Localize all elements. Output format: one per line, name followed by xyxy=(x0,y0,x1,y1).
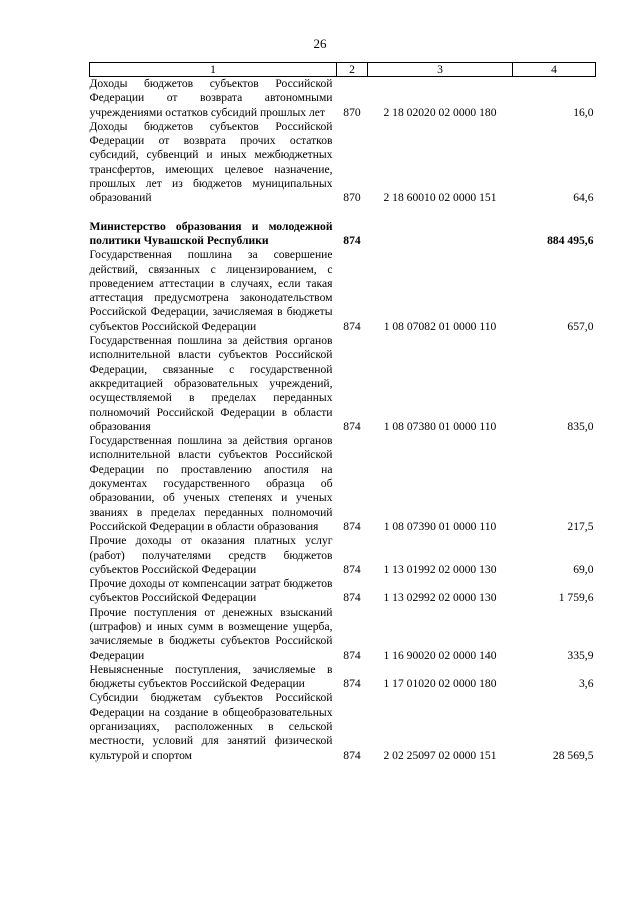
table-row xyxy=(90,663,596,692)
row-description: Государственная пошлина за действия органов исполнительной власти субъектов Российской Федерации по проставлению апостиля на документах государственного образца об образовании, об ученых степенях и ученых званиях в пределах переданных полномочий Российской Федерации в области образования xyxy=(89,434,333,533)
table-row xyxy=(90,334,596,434)
table-row xyxy=(90,77,596,120)
table-row xyxy=(90,691,596,762)
row-amount: 28 569,5 xyxy=(552,748,594,762)
row-amount: 64,6 xyxy=(573,191,594,205)
row-description: Прочие доходы от оказания платных услуг (работ) получателями средств бюджетов субъектов Российской Федерации xyxy=(89,534,333,576)
row-admin-code: 874 xyxy=(343,677,361,691)
row-admin-code: 870 xyxy=(343,191,361,205)
spacer-row xyxy=(90,206,596,220)
row-description: Прочие поступления от денежных взысканий (штрафов) и иных сумм в возмещение ущерба, зачисляемые в бюджеты субъектов Российской Федерации xyxy=(89,605,333,662)
row-amount: 217,5 xyxy=(567,519,594,533)
row-description: Субсидии бюджетам субъектов Российской Федерации на создание в общеобразовательных организациях, расположенных в сельской местности, условий для занятий физической культурой и спортом xyxy=(89,691,333,762)
row-budget-code: 1 08 07082 01 0000 110 xyxy=(383,319,497,333)
row-budget-code: 1 13 01992 02 0000 130 xyxy=(383,562,497,576)
table-row-section xyxy=(90,220,596,249)
row-admin-code: 874 xyxy=(343,419,361,433)
row-budget-code: 1 17 01020 02 0000 180 xyxy=(383,677,497,691)
row-description: Государственная пошлина за действия органов исполнительной власти субъектов Российской Федерации, связанные с государственной аккредитацией образовательных учреждений, осуществляемой в пределах переданных полномочий Российской Федерации в области образования xyxy=(89,334,333,433)
row-amount: 3,6 xyxy=(579,677,594,691)
revenue-table xyxy=(89,62,596,763)
row-budget-code: 2 18 60010 02 0000 151 xyxy=(383,191,497,205)
row-budget-code xyxy=(368,220,513,249)
row-amount: 1 759,6 xyxy=(558,591,594,605)
row-amount: 835,0 xyxy=(567,419,594,433)
table-row xyxy=(90,248,596,334)
row-budget-code: 1 16 90020 02 0000 140 xyxy=(383,648,497,662)
row-amount: 657,0 xyxy=(567,319,594,333)
row-description: Доходы бюджетов субъектов Российской Федерации от возврата прочих остатков субсидий, субвенций и иных межбюджетных трансфертов, имеющих целевое назначение, прошлых лет из бюджетов муниципальных образований xyxy=(89,119,333,205)
header-col-3: 3 xyxy=(368,63,513,77)
row-budget-code: 2 18 02020 02 0000 180 xyxy=(383,105,497,119)
row-budget-code: 2 02 25097 02 0000 151 xyxy=(383,748,497,762)
row-admin-code: 874 xyxy=(343,648,361,662)
header-col-2: 2 xyxy=(337,63,368,77)
row-description: Доходы бюджетов субъектов Российской Федерации от возврата автономными учреждениями остатков субсидий прошлых лет xyxy=(89,77,333,119)
header-col-4: 4 xyxy=(513,63,596,77)
row-budget-code: 1 08 07380 01 0000 110 xyxy=(383,419,497,433)
table-header-row xyxy=(90,63,596,77)
row-admin-code: 874 xyxy=(343,519,361,533)
row-admin-code: 874 xyxy=(343,319,361,333)
row-budget-code: 1 08 07390 01 0000 110 xyxy=(383,519,497,533)
row-description: Невыясненные поступления, зачисляемые в бюджеты субъектов Российской Федерации xyxy=(89,662,333,691)
table-row xyxy=(90,434,596,534)
row-admin-code: 870 xyxy=(343,105,361,119)
page-number: 26 xyxy=(313,36,327,51)
row-amount: 69,0 xyxy=(573,562,594,576)
table-row xyxy=(90,120,596,206)
table-row xyxy=(90,606,596,663)
row-description: Государственная пошлина за совершение действий, связанных с лицензированием, с проведением аттестации в случаях, если такая аттестация предусмотрена законодательством Российской Федерации, зачисляемая в бюджеты субъектов Российской Федерации xyxy=(89,248,333,333)
table-row xyxy=(90,577,596,606)
row-admin-code: 874 xyxy=(343,591,361,605)
section-total: 884 495,6 xyxy=(547,233,594,247)
header-col-1: 1 xyxy=(90,63,337,77)
row-admin-code: 874 xyxy=(343,748,361,762)
row-amount: 16,0 xyxy=(573,105,594,119)
row-amount: 335,9 xyxy=(567,648,594,662)
table-row xyxy=(90,534,596,577)
row-description: Прочие доходы от компенсации затрат бюджетов субъектов Российской Федерации xyxy=(89,577,333,605)
row-admin-code: 874 xyxy=(343,562,361,576)
row-budget-code: 1 13 02992 02 0000 130 xyxy=(383,591,497,605)
row-admin-code: 874 xyxy=(343,233,361,247)
section-title: Министерство образования и молодежной политики Чувашской Республики xyxy=(89,219,333,247)
